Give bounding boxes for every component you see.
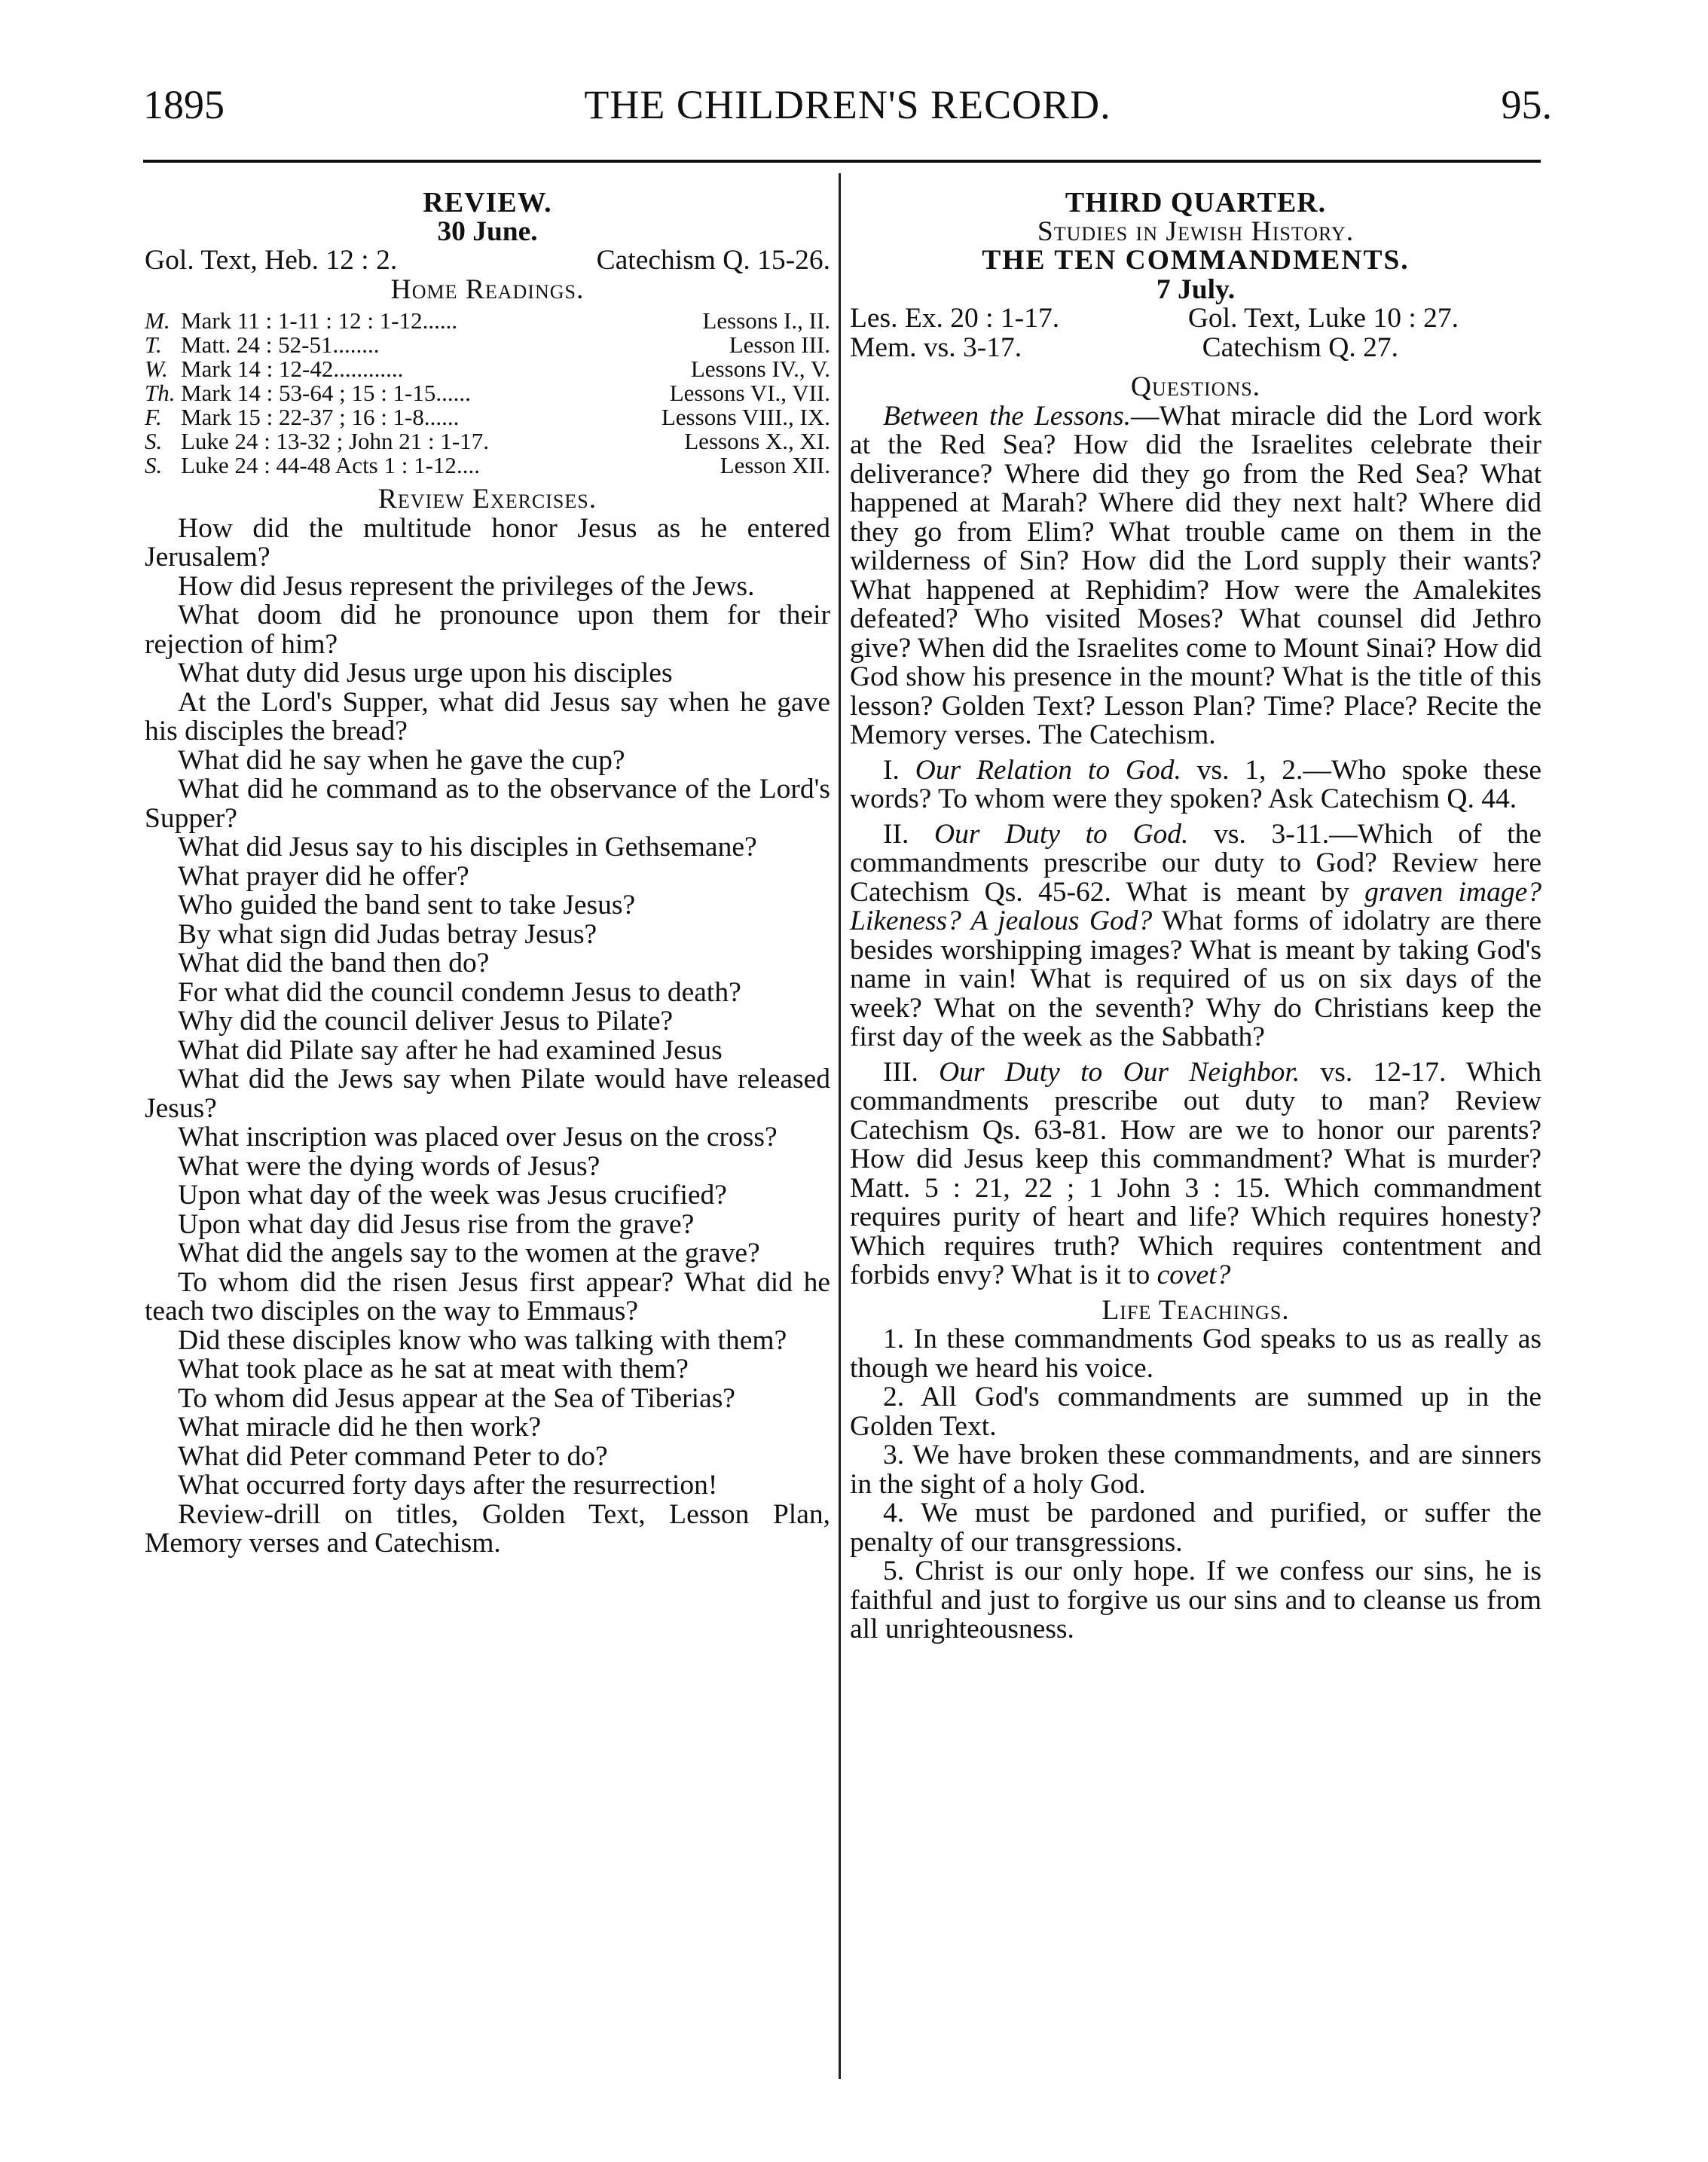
reading-row xyxy=(145,453,830,478)
review-question: Review-drill on titles, Golden Text, Lesson Plan, Memory verses and Catechism. xyxy=(145,1498,830,1559)
life-teachings-title: Life Teachings. xyxy=(1101,1294,1290,1326)
reading-reference: Mark 14 : 53-64 ; 15 : 1-15 xyxy=(181,380,436,406)
review-question: What prayer did he offer? xyxy=(178,860,469,892)
page-title: THE CHILDREN'S RECORD. xyxy=(584,82,1111,127)
section-2-italic: graven image? Likeness? A jealous God? xyxy=(850,876,1541,936)
reading-day: W. xyxy=(145,356,168,382)
questions-title: Questions. xyxy=(1130,371,1261,402)
reading-leader: ...... xyxy=(423,405,460,429)
review-question: What did the band then do? xyxy=(178,948,490,979)
reading-reference: Matt. 24 : 52-51 xyxy=(181,331,333,358)
life-teaching-item: 1. In these commandments God speaks to us as really as though we heard his voice. xyxy=(850,1324,1541,1384)
reading-leader: ...... xyxy=(435,381,471,405)
reading-reference: Mark 15 : 22-37 ; 16 : 1-8 xyxy=(181,404,424,430)
column-divider xyxy=(839,173,841,2079)
reading-lessons: Lessons I., II. xyxy=(702,307,830,334)
review-question: What doom did he pronounce upon them for their rejection of him? xyxy=(145,600,830,660)
section-3-title: Our Duty to Our Neighbor. xyxy=(939,1056,1300,1088)
review-question: To whom did Jesus appear at the Sea of Tiberias? xyxy=(178,1382,735,1414)
reading-lessons: Lessons VIII., IX. xyxy=(661,404,830,430)
review-question: What did Jesus say to his disciples in Gethsemane? xyxy=(178,832,757,863)
section-3-paragraph xyxy=(850,1058,1541,1290)
reading-day: S. xyxy=(145,452,163,478)
review-question: To whom did the risen Jesus first appear? What did he teach two disciples on the way to Emmaus? xyxy=(145,1266,830,1327)
review-question: Upon what day of the week was Jesus crucified? xyxy=(178,1180,727,1211)
section-1-paragraph xyxy=(850,756,1541,814)
quarter-heading: THIRD QUARTER. xyxy=(1065,187,1327,218)
review-question: Upon what day did Jesus rise from the grave? xyxy=(178,1208,695,1240)
reading-day: S. xyxy=(145,428,163,454)
section-3-italic: covet? xyxy=(1156,1260,1231,1290)
page-number: 95. xyxy=(1501,82,1552,127)
right-column xyxy=(850,188,1541,1644)
page-header xyxy=(143,81,1552,142)
review-date: 30 June. xyxy=(437,215,538,247)
reading-row xyxy=(145,333,830,357)
life-teachings-list xyxy=(850,1325,1541,1644)
review-question: Did these disciples know who was talking with them? xyxy=(178,1324,787,1356)
reading-lessons: Lesson III. xyxy=(729,331,830,358)
reading-row xyxy=(145,381,830,405)
reading-row xyxy=(145,309,830,333)
review-question: For what did the council condemn Jesus to death? xyxy=(178,976,741,1008)
section-2-paragraph xyxy=(850,820,1541,1052)
lesson-date: 7 July. xyxy=(1156,273,1236,305)
golden-text-ref: Gol. Text, Luke 10 : 27. xyxy=(1187,303,1459,334)
review-question: What duty did Jesus urge upon his disciples xyxy=(178,658,673,689)
lesson-meta-row-2 xyxy=(850,331,1541,363)
reading-lessons: Lessons IV., V. xyxy=(690,356,830,382)
section-1-text: vs. 1, 2.—Who spoke these words? To whom were they spoken? Ask Catechism Q. 44. xyxy=(850,754,1542,814)
review-question: What did Peter command Peter to do? xyxy=(178,1440,608,1472)
review-exercises-title: Review Exercises. xyxy=(377,484,597,515)
quarter-subheading: Studies in Jewish History. xyxy=(1037,215,1355,247)
review-question: Why did the council deliver Jesus to Pilate? xyxy=(178,1006,674,1037)
reading-row xyxy=(145,429,830,453)
review-question: What occurred forty days after the resurrection! xyxy=(178,1470,718,1501)
review-heading: REVIEW. xyxy=(423,187,552,218)
review-questions xyxy=(145,512,830,1559)
section-2-number: II. xyxy=(883,818,909,850)
section-2-title: Our Duty to God. xyxy=(934,818,1189,850)
catechism-ref: Catechism Q. 27. xyxy=(1202,331,1398,363)
life-teaching-item: 3. We have broken these commandments, and are sinners in the sight of a holy God. xyxy=(850,1440,1541,1500)
reading-lessons: Lessons VI., VII. xyxy=(669,380,830,406)
reading-day: F. xyxy=(145,404,162,430)
life-teaching-item: 4. We must be pardoned and purified, or suffer the penalty of our transgressions. xyxy=(850,1498,1541,1558)
header-rule xyxy=(143,160,1541,163)
reading-day: T. xyxy=(145,331,162,358)
between-lessons-label: Between the Lessons. xyxy=(883,400,1132,432)
review-question: What took place as he sat at meat with them? xyxy=(178,1354,689,1385)
review-meta xyxy=(145,246,830,276)
review-question: How did the multitude honor Jesus as he entered Jerusalem? xyxy=(145,512,830,573)
reading-leader: .... xyxy=(456,453,480,478)
reading-row xyxy=(145,405,830,429)
review-question: What did the angels say to the women at the grave? xyxy=(178,1238,760,1269)
review-question: By what sign did Judas betray Jesus? xyxy=(178,918,597,950)
section-2-text-a: vs. 3-11.—Which of the commandments prescribe our duty to God? Review here Catechism Qs. 45-62. What is meant by xyxy=(850,818,1542,908)
section-2-text-b: What forms of idolatry are there besides worshipping images? What is meant by taking God's name in vain! What is required of us on six days of the week? What on the seventh? Why do Christians keep the first day of the week as the Sabbath? xyxy=(850,905,1541,1052)
reading-reference: Luke 24 : 13-32 ; John 21 : 1-17. xyxy=(181,428,489,454)
reading-lessons: Lesson XII. xyxy=(720,452,830,478)
section-1-title: Our Relation to God. xyxy=(915,754,1181,786)
reading-reference: Luke 24 : 44-48 Acts 1 : 1-12 xyxy=(181,452,457,478)
reading-day: Th. xyxy=(145,380,176,406)
review-question: At the Lord's Supper, what did Jesus say when he gave his disciples the bread? xyxy=(145,686,830,747)
lesson-title: THE TEN COMMANDMENTS. xyxy=(982,245,1410,276)
reading-reference: Mark 14 : 12-42 xyxy=(181,356,334,382)
between-lessons-paragraph xyxy=(850,402,1541,750)
home-readings-title: Home Readings. xyxy=(390,273,585,305)
reading-row xyxy=(145,357,830,381)
life-teaching-item: 2. All God's commandments are summed up in the Golden Text. xyxy=(850,1382,1541,1442)
lesson-meta-row-1 xyxy=(850,304,1541,334)
review-question: Who guided the band sent to take Jesus? xyxy=(178,890,636,921)
lesson-ref: Les. Ex. 20 : 1-17. xyxy=(850,303,1060,334)
between-lessons-text: —What miracle did the Lord work at the Red Sea? How did the Israelites celebrate their deliverance? Where did they go from the Red Sea? What happened at Marah? Where did they next halt? Where did they go from Elim? What trouble came on them in the wilderness of Sin? How did the Lord supply their wants? What happened at Rephidim? How were the Amalekites defeated? Who visited Moses? What counsel did Jethro give? When did the Israelites come to Mount Sinai? How did God show his presence in the mount? What is the title of this lesson? Golden Text? Lesson Plan? Time? Place? Recite the Memory verses. The Catechism. xyxy=(850,400,1541,750)
reading-leader: ............ xyxy=(333,357,404,381)
section-3-text: vs. 12-17. Which commandments prescribe out duty to man? Review Catechism Qs. 63-81. How are we to honor our parents? How did Jesus keep this commandment? What is murder? Matt. 5 : 21, 22 ; 1 John 3 : 15. Which commandment requires purity of heart and life? Which requires honesty? Which requires truth? Which requires contentment and forbids envy? What is it to xyxy=(850,1056,1541,1290)
golden-text-ref: Gol. Text, Heb. 12 : 2. xyxy=(145,245,398,276)
reading-day: M. xyxy=(145,307,170,334)
review-question: What did the Jews say when Pilate would have released Jesus? xyxy=(145,1064,830,1124)
page-year: 1895 xyxy=(143,82,225,127)
left-column xyxy=(145,188,830,1559)
memory-verses-ref: Mem. vs. 3-17. xyxy=(850,331,1022,363)
reading-leader: ........ xyxy=(332,333,380,357)
review-question: What were the dying words of Jesus? xyxy=(178,1150,600,1182)
review-question: What did he say when he gave the cup? xyxy=(178,744,625,776)
review-question: What did Pilate say after he had examined Jesus xyxy=(178,1034,723,1066)
reading-leader xyxy=(489,429,684,453)
catechism-ref: Catechism Q. 15-26. xyxy=(596,245,830,276)
review-question: How did Jesus represent the privileges of the Jews. xyxy=(178,570,755,602)
review-question: What miracle did he then work? xyxy=(178,1412,542,1443)
home-readings-list xyxy=(145,309,830,478)
reading-leader: ...... xyxy=(422,309,458,333)
reading-lessons: Lessons X., XI. xyxy=(684,428,830,454)
review-question: What inscription was placed over Jesus on the cross? xyxy=(178,1122,778,1153)
reading-reference: Mark 11 : 1-11 : 12 : 1-12 xyxy=(181,307,423,334)
section-3-number: III. xyxy=(883,1056,918,1088)
life-teaching-item: 5. Christ is our only hope. If we confess our sins, he is faithful and just to forgive us our sins and to cleanse us from all unrighteousness. xyxy=(850,1556,1541,1644)
section-1-number: I. xyxy=(883,754,900,786)
review-question: What did he command as to the observance of the Lord's Supper? xyxy=(145,774,830,834)
